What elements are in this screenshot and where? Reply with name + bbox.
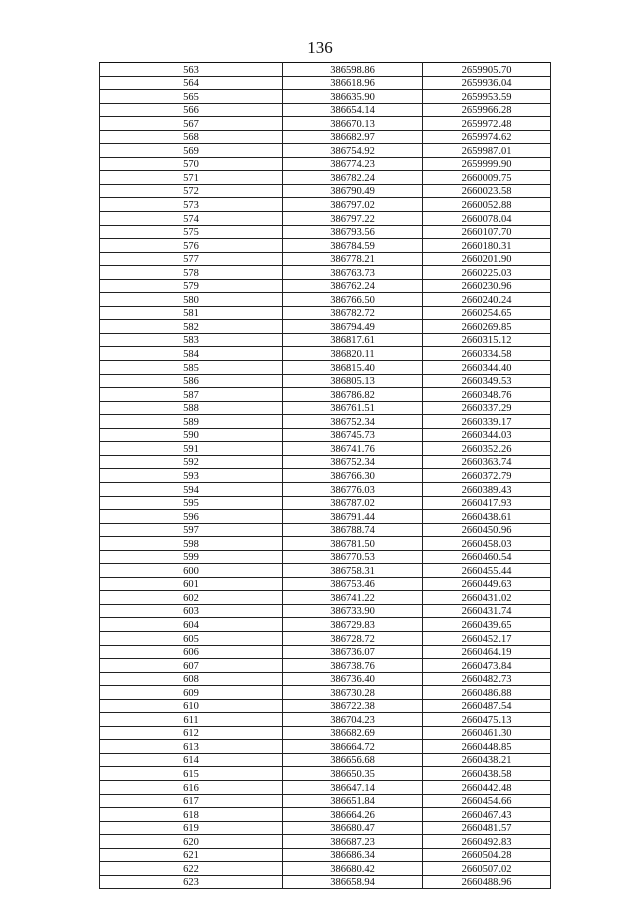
x-coordinate-cell: 386786.82 [283,388,423,402]
x-coordinate-cell: 386722.38 [283,699,423,713]
y-coordinate-cell: 2660438.61 [423,510,551,524]
x-coordinate-cell: 386815.40 [283,361,423,375]
table-row [100,103,551,117]
point-number-cell: 600 [100,564,283,578]
x-coordinate-cell: 386782.24 [283,171,423,185]
y-coordinate-cell: 2660442.48 [423,780,551,794]
x-coordinate-cell: 386682.69 [283,726,423,740]
point-number-cell: 610 [100,699,283,713]
table-row [100,550,551,564]
y-coordinate-cell: 2659974.62 [423,130,551,144]
table-row [100,306,551,320]
point-number-cell: 565 [100,90,283,104]
x-coordinate-cell: 386736.07 [283,645,423,659]
point-number-cell: 564 [100,76,283,90]
x-coordinate-cell: 386752.34 [283,415,423,429]
table-row [100,63,551,77]
y-coordinate-cell: 2660481.57 [423,821,551,835]
table-row [100,577,551,591]
point-number-cell: 588 [100,401,283,415]
x-coordinate-cell: 386733.90 [283,604,423,618]
table-row [100,361,551,375]
y-coordinate-cell: 2660315.12 [423,333,551,347]
x-coordinate-cell: 386658.94 [283,875,423,889]
x-coordinate-cell: 386704.23 [283,713,423,727]
x-coordinate-cell: 386790.49 [283,184,423,198]
y-coordinate-cell: 2660461.30 [423,726,551,740]
y-coordinate-cell: 2660448.85 [423,740,551,754]
table-row [100,726,551,740]
x-coordinate-cell: 386817.61 [283,333,423,347]
x-coordinate-cell: 386686.34 [283,848,423,862]
x-coordinate-cell: 386598.86 [283,63,423,77]
x-coordinate-cell: 386791.44 [283,510,423,524]
y-coordinate-cell: 2660107.70 [423,225,551,239]
table-row [100,415,551,429]
x-coordinate-cell: 386680.42 [283,862,423,876]
y-coordinate-cell: 2660348.76 [423,388,551,402]
x-coordinate-cell: 386670.13 [283,117,423,131]
table-row [100,699,551,713]
x-coordinate-cell: 386752.34 [283,455,423,469]
table-row [100,862,551,876]
point-number-cell: 617 [100,794,283,808]
point-number-cell: 575 [100,225,283,239]
y-coordinate-cell: 2660344.03 [423,428,551,442]
point-number-cell: 596 [100,510,283,524]
table-row [100,252,551,266]
point-number-cell: 570 [100,157,283,171]
x-coordinate-cell: 386745.73 [283,428,423,442]
x-coordinate-cell: 386647.14 [283,780,423,794]
y-coordinate-cell: 2660486.88 [423,686,551,700]
y-coordinate-cell: 2660230.96 [423,279,551,293]
point-number-cell: 569 [100,144,283,158]
point-number-cell: 585 [100,361,283,375]
point-number-cell: 578 [100,266,283,280]
point-number-cell: 608 [100,672,283,686]
y-coordinate-cell: 2660439.65 [423,618,551,632]
y-coordinate-cell: 2660452.17 [423,631,551,645]
point-number-cell: 619 [100,821,283,835]
x-coordinate-cell: 386650.35 [283,767,423,781]
point-number-cell: 615 [100,767,283,781]
point-number-cell: 592 [100,455,283,469]
y-coordinate-cell: 2660363.74 [423,455,551,469]
y-coordinate-cell: 2660240.24 [423,293,551,307]
point-number-cell: 568 [100,130,283,144]
table-row [100,875,551,889]
y-coordinate-cell: 2659905.70 [423,63,551,77]
point-number-cell: 577 [100,252,283,266]
x-coordinate-cell: 386687.23 [283,835,423,849]
x-coordinate-cell: 386788.74 [283,523,423,537]
table-row [100,428,551,442]
x-coordinate-cell: 386782.72 [283,306,423,320]
table-row [100,713,551,727]
x-coordinate-cell: 386654.14 [283,103,423,117]
y-coordinate-cell: 2660504.28 [423,848,551,862]
point-number-cell: 597 [100,523,283,537]
y-coordinate-cell: 2660507.02 [423,862,551,876]
x-coordinate-cell: 386741.22 [283,591,423,605]
y-coordinate-cell: 2660475.13 [423,713,551,727]
table-row [100,347,551,361]
y-coordinate-cell: 2660454.66 [423,794,551,808]
point-number-cell: 611 [100,713,283,727]
table-row [100,564,551,578]
y-coordinate-cell: 2660464.19 [423,645,551,659]
y-coordinate-cell: 2660334.58 [423,347,551,361]
y-coordinate-cell: 2660052.88 [423,198,551,212]
x-coordinate-cell: 386730.28 [283,686,423,700]
point-number-cell: 604 [100,618,283,632]
table-row [100,117,551,131]
table-row [100,333,551,347]
x-coordinate-cell: 386787.02 [283,496,423,510]
table-row [100,455,551,469]
y-coordinate-cell: 2660344.40 [423,361,551,375]
table-row [100,645,551,659]
table-row [100,753,551,767]
point-number-cell: 580 [100,293,283,307]
x-coordinate-cell: 386680.47 [283,821,423,835]
x-coordinate-cell: 386770.53 [283,550,423,564]
y-coordinate-cell: 2659966.28 [423,103,551,117]
point-number-cell: 605 [100,631,283,645]
point-number-cell: 563 [100,63,283,77]
point-number-cell: 612 [100,726,283,740]
table-row [100,157,551,171]
x-coordinate-cell: 386794.49 [283,320,423,334]
point-number-cell: 599 [100,550,283,564]
coordinates-table [99,62,551,889]
y-coordinate-cell: 2660372.79 [423,469,551,483]
point-number-cell: 607 [100,659,283,673]
x-coordinate-cell: 386635.90 [283,90,423,104]
y-coordinate-cell: 2660417.93 [423,496,551,510]
table-row [100,90,551,104]
x-coordinate-cell: 386781.50 [283,537,423,551]
table-row [100,767,551,781]
y-coordinate-cell: 2660473.84 [423,659,551,673]
table-row [100,496,551,510]
point-number-cell: 606 [100,645,283,659]
point-number-cell: 601 [100,577,283,591]
y-coordinate-cell: 2660269.85 [423,320,551,334]
x-coordinate-cell: 386776.03 [283,482,423,496]
point-number-cell: 584 [100,347,283,361]
y-coordinate-cell: 2660201.90 [423,252,551,266]
x-coordinate-cell: 386728.72 [283,631,423,645]
y-coordinate-cell: 2659999.90 [423,157,551,171]
point-number-cell: 602 [100,591,283,605]
y-coordinate-cell: 2659936.04 [423,76,551,90]
point-number-cell: 579 [100,279,283,293]
point-number-cell: 621 [100,848,283,862]
table-row [100,388,551,402]
point-number-cell: 590 [100,428,283,442]
x-coordinate-cell: 386762.24 [283,279,423,293]
table-row [100,374,551,388]
point-number-cell: 571 [100,171,283,185]
x-coordinate-cell: 386766.30 [283,469,423,483]
x-coordinate-cell: 386797.02 [283,198,423,212]
x-coordinate-cell: 386761.51 [283,401,423,415]
point-number-cell: 616 [100,780,283,794]
y-coordinate-cell: 2660487.54 [423,699,551,713]
point-number-cell: 609 [100,686,283,700]
table-row [100,631,551,645]
x-coordinate-cell: 386797.22 [283,212,423,226]
point-number-cell: 620 [100,835,283,849]
table-row [100,659,551,673]
table-row [100,523,551,537]
point-number-cell: 572 [100,184,283,198]
x-coordinate-cell: 386738.76 [283,659,423,673]
table-row [100,144,551,158]
point-number-cell: 595 [100,496,283,510]
table-row [100,401,551,415]
table-row [100,442,551,456]
table-row [100,184,551,198]
table-row [100,76,551,90]
y-coordinate-cell: 2660482.73 [423,672,551,686]
point-number-cell: 598 [100,537,283,551]
y-coordinate-cell: 2660467.43 [423,808,551,822]
x-coordinate-cell: 386754.92 [283,144,423,158]
y-coordinate-cell: 2660431.02 [423,591,551,605]
y-coordinate-cell: 2660455.44 [423,564,551,578]
y-coordinate-cell: 2660180.31 [423,239,551,253]
y-coordinate-cell: 2660449.63 [423,577,551,591]
x-coordinate-cell: 386766.50 [283,293,423,307]
x-coordinate-cell: 386656.68 [283,753,423,767]
y-coordinate-cell: 2660078.04 [423,212,551,226]
point-number-cell: 573 [100,198,283,212]
point-number-cell: 574 [100,212,283,226]
table-row [100,469,551,483]
point-number-cell: 603 [100,604,283,618]
table-row [100,239,551,253]
y-coordinate-cell: 2660438.58 [423,767,551,781]
point-number-cell: 576 [100,239,283,253]
coordinates-table-body [100,63,551,889]
point-number-cell: 591 [100,442,283,456]
x-coordinate-cell: 386664.26 [283,808,423,822]
x-coordinate-cell: 386784.59 [283,239,423,253]
y-coordinate-cell: 2659972.48 [423,117,551,131]
table-row [100,130,551,144]
table-row [100,604,551,618]
point-number-cell: 614 [100,753,283,767]
table-row [100,293,551,307]
x-coordinate-cell: 386774.23 [283,157,423,171]
table-row [100,686,551,700]
table-row [100,266,551,280]
table-row [100,740,551,754]
x-coordinate-cell: 386820.11 [283,347,423,361]
table-row [100,225,551,239]
table-row [100,618,551,632]
x-coordinate-cell: 386763.73 [283,266,423,280]
point-number-cell: 587 [100,388,283,402]
table-row [100,591,551,605]
y-coordinate-cell: 2660488.96 [423,875,551,889]
y-coordinate-cell: 2660339.17 [423,415,551,429]
table-row [100,780,551,794]
y-coordinate-cell: 2660254.65 [423,306,551,320]
x-coordinate-cell: 386741.76 [283,442,423,456]
table-row [100,848,551,862]
point-number-cell: 623 [100,875,283,889]
x-coordinate-cell: 386758.31 [283,564,423,578]
x-coordinate-cell: 386753.46 [283,577,423,591]
y-coordinate-cell: 2660225.03 [423,266,551,280]
page-number: 136 [307,38,333,57]
x-coordinate-cell: 386651.84 [283,794,423,808]
table-row [100,510,551,524]
y-coordinate-cell: 2660389.43 [423,482,551,496]
y-coordinate-cell: 2660337.29 [423,401,551,415]
point-number-cell: 586 [100,374,283,388]
y-coordinate-cell: 2660438.21 [423,753,551,767]
y-coordinate-cell: 2660458.03 [423,537,551,551]
table-row [100,808,551,822]
point-number-cell: 613 [100,740,283,754]
point-number-cell: 567 [100,117,283,131]
table-row [100,537,551,551]
table-row [100,320,551,334]
x-coordinate-cell: 386736.40 [283,672,423,686]
y-coordinate-cell: 2659987.01 [423,144,551,158]
point-number-cell: 618 [100,808,283,822]
table-row [100,794,551,808]
y-coordinate-cell: 2660460.54 [423,550,551,564]
point-number-cell: 583 [100,333,283,347]
table-row [100,198,551,212]
point-number-cell: 622 [100,862,283,876]
point-number-cell: 581 [100,306,283,320]
x-coordinate-cell: 386793.56 [283,225,423,239]
y-coordinate-cell: 2659953.59 [423,90,551,104]
table-row [100,835,551,849]
x-coordinate-cell: 386805.13 [283,374,423,388]
point-number-cell: 566 [100,103,283,117]
x-coordinate-cell: 386778.21 [283,252,423,266]
point-number-cell: 582 [100,320,283,334]
y-coordinate-cell: 2660450.96 [423,523,551,537]
y-coordinate-cell: 2660492.83 [423,835,551,849]
y-coordinate-cell: 2660023.58 [423,184,551,198]
table-row [100,212,551,226]
table-row [100,821,551,835]
table-row [100,171,551,185]
table-row [100,672,551,686]
y-coordinate-cell: 2660431.74 [423,604,551,618]
y-coordinate-cell: 2660352.26 [423,442,551,456]
table-row [100,279,551,293]
x-coordinate-cell: 386682.97 [283,130,423,144]
table-row [100,482,551,496]
point-number-cell: 593 [100,469,283,483]
y-coordinate-cell: 2660009.75 [423,171,551,185]
x-coordinate-cell: 386729.83 [283,618,423,632]
x-coordinate-cell: 386618.96 [283,76,423,90]
point-number-cell: 589 [100,415,283,429]
y-coordinate-cell: 2660349.53 [423,374,551,388]
point-number-cell: 594 [100,482,283,496]
x-coordinate-cell: 386664.72 [283,740,423,754]
